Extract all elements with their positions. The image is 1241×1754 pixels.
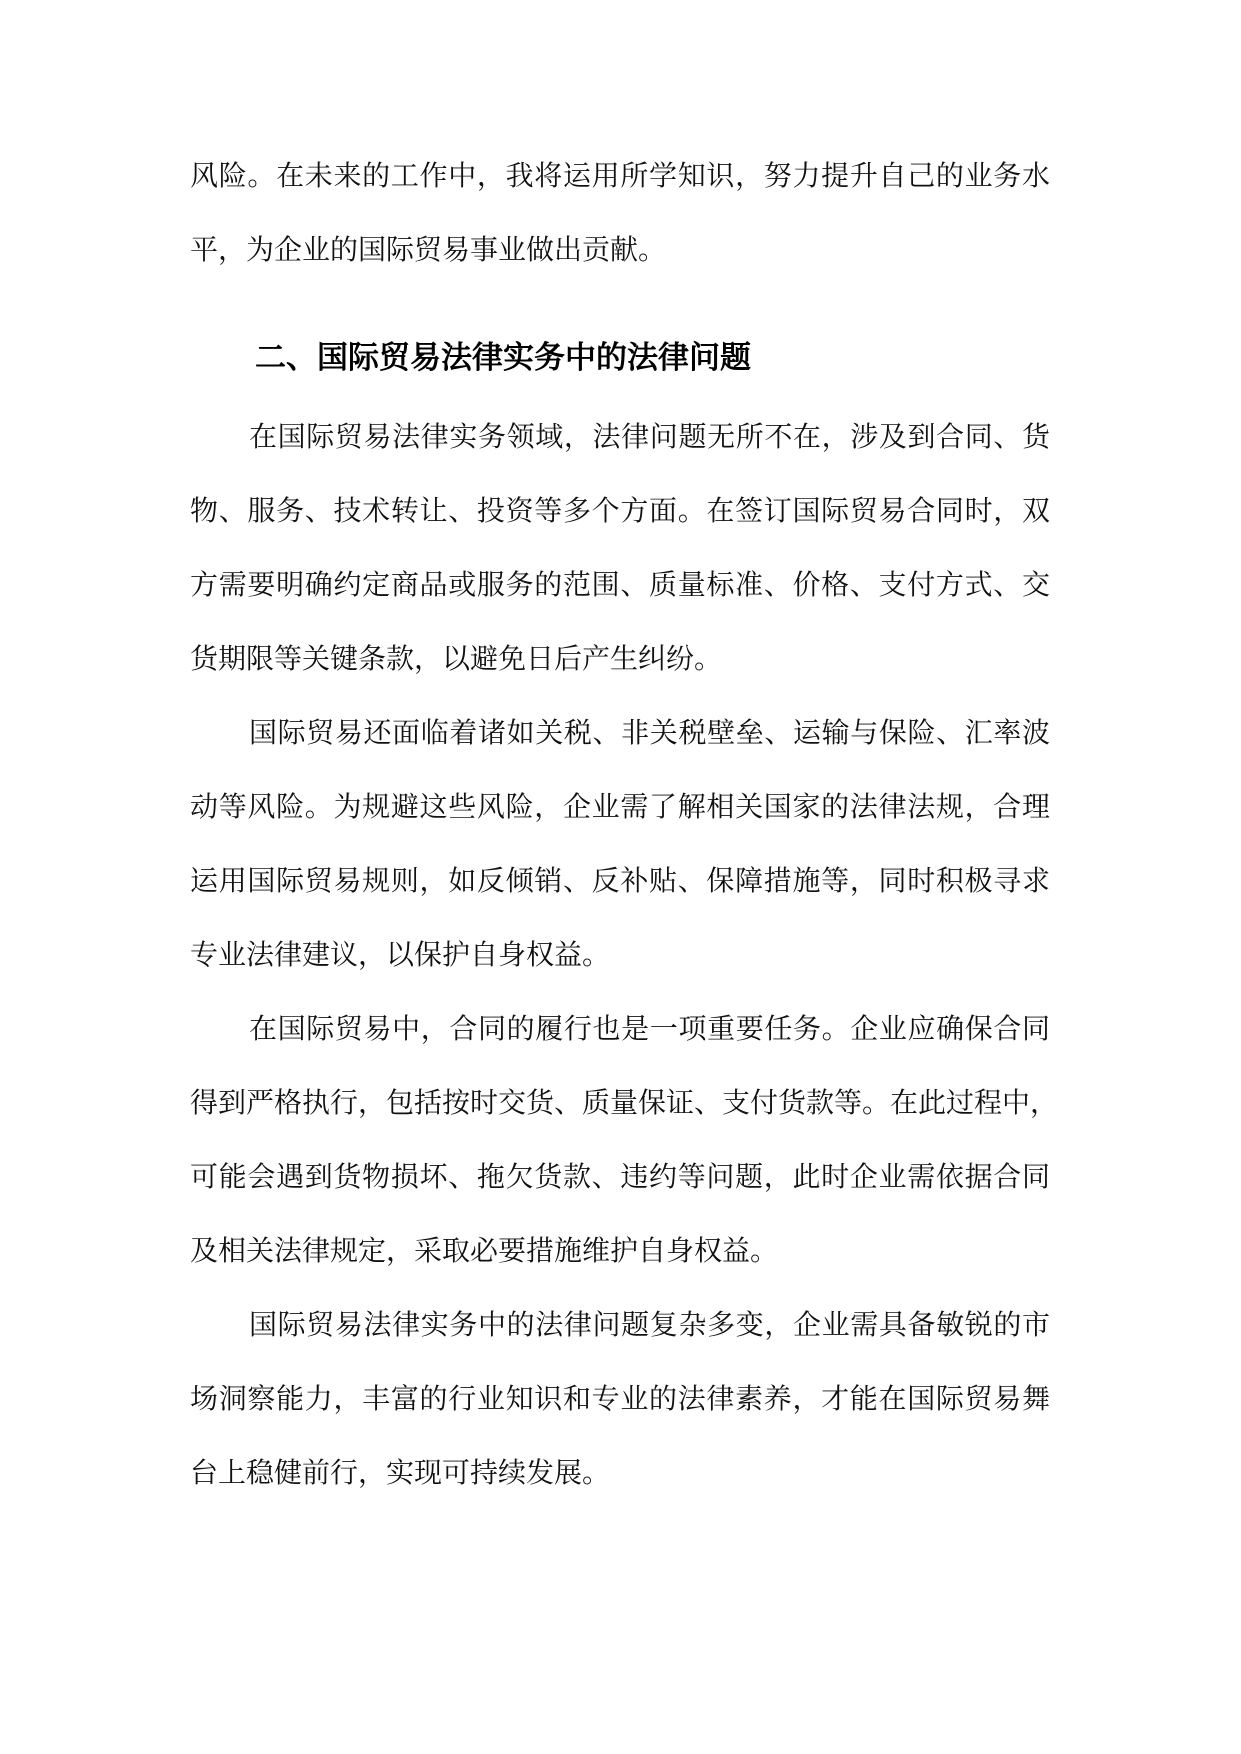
paragraph-1-line-4: 货期限等关键条款，以避免日后产生纠纷。 [190, 642, 723, 675]
body-text-line: 平，为企业的国际贸易事业做出贡献。 [190, 233, 667, 266]
paragraph-1-line-2: 物、服务、技术转让、投资等多个方面。在签订国际贸易合同时，双 [190, 494, 1050, 527]
paragraph-3-line-1: 在国际贸易中，合同的履行也是一项重要任务。企业应确保合同 [249, 1012, 1050, 1045]
paragraph-1-line-1: 在国际贸易法律实务领域，法律问题无所不在，涉及到合同、货 [249, 420, 1050, 453]
paragraph-4-line-3: 台上稳健前行，实现可持续发展。 [190, 1456, 611, 1489]
paragraph-3-line-3: 可能会遇到货物损坏、拖欠货款、违约等问题，此时企业需依据合同 [190, 1160, 1050, 1193]
section-heading: 二、国际贸易法律实务中的法律问题 [255, 340, 751, 376]
paragraph-2-line-2: 动等风险。为规避这些风险，企业需了解相关国家的法律法规，合理 [190, 790, 1050, 823]
paragraph-1-line-3: 方需要明确约定商品或服务的范围、质量标准、价格、支付方式、交 [190, 568, 1050, 601]
paragraph-3-line-4: 及相关法律规定，采取必要措施维护自身权益。 [190, 1234, 779, 1267]
paragraph-4-line-1: 国际贸易法律实务中的法律问题复杂多变，企业需具备敏锐的市 [249, 1308, 1050, 1341]
paragraph-2-line-1: 国际贸易还面临着诸如关税、非关税壁垒、运输与保险、汇率波 [249, 716, 1050, 749]
paragraph-2-line-3: 运用国际贸易规则，如反倾销、反补贴、保障措施等，同时积极寻求 [190, 864, 1050, 897]
paragraph-3-line-2: 得到严格执行，包括按时交货、质量保证、支付货款等。在此过程中， [190, 1086, 1059, 1119]
paragraph-4-line-2: 场洞察能力，丰富的行业知识和专业的法律素养，才能在国际贸易舞 [190, 1382, 1050, 1415]
body-text-line: 风险。在未来的工作中，我将运用所学知识，努力提升自己的业务水 [190, 159, 1050, 192]
paragraph-2-line-4: 专业法律建议，以保护自身权益。 [190, 938, 611, 971]
